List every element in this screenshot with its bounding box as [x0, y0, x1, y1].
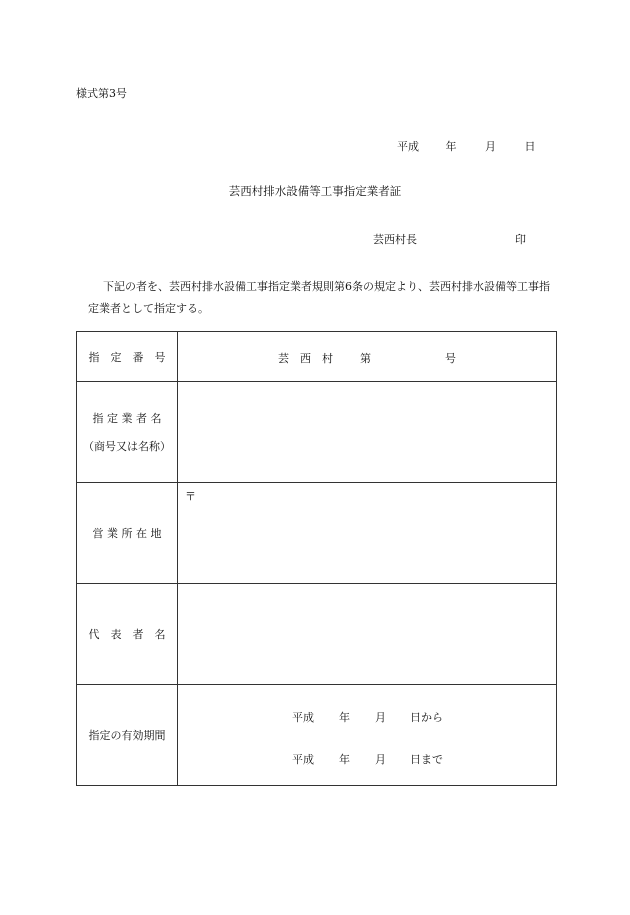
label-text: 代 表 者 名 — [88, 628, 166, 641]
date-month: 月 — [485, 140, 496, 153]
label-validity-period — [77, 685, 178, 786]
seal-mark: 印 — [515, 233, 526, 246]
label-text: 指定の有効期間 — [88, 729, 166, 742]
certification-statement: 下記の者を、芸西村排水設備工事指定業者規則第6条の規定より、芸西村排水設備等工事指定業者として指定する。 — [88, 280, 550, 315]
village-name: 芸 西 村 — [278, 352, 333, 365]
from-day: 日から — [410, 711, 443, 724]
table-row-office-address — [77, 483, 557, 584]
label-text: 指 定 番 号 — [88, 350, 166, 364]
table-row-validity-period — [77, 685, 557, 786]
date-era: 平成 — [397, 140, 419, 153]
label-subtext: （商号又は名称） — [83, 440, 171, 453]
label-text: 営 業 所 在 地 — [92, 527, 162, 540]
table-row-designation-number — [77, 332, 557, 382]
to-year: 年 — [339, 753, 350, 766]
label-designation-number — [77, 332, 178, 382]
number-prefix: 第 — [360, 352, 371, 365]
value-office-address — [178, 483, 557, 584]
label-representative — [77, 584, 178, 685]
number-suffix: 号 — [445, 352, 456, 365]
issuer-name: 芸西村長 — [373, 233, 417, 246]
issue-date — [397, 138, 536, 154]
to-day: 日まで — [410, 753, 443, 766]
from-era: 平成 — [292, 711, 314, 724]
table-row-business-name — [77, 382, 557, 483]
to-month: 月 — [375, 753, 386, 766]
label-business-name — [77, 382, 178, 483]
certificate-table — [76, 331, 557, 786]
postal-mark: 〒 — [185, 490, 196, 503]
from-year: 年 — [339, 711, 350, 724]
to-era: 平成 — [292, 753, 314, 766]
label-office-address — [77, 483, 178, 584]
table-row-representative — [77, 584, 557, 685]
date-day: 日 — [524, 140, 536, 153]
label-text: 指 定 業 者 名 — [92, 412, 162, 425]
date-year: 年 — [445, 140, 457, 153]
value-business-name — [178, 382, 557, 483]
document-title: 芸西村排水設備等工事指定業者証 — [228, 184, 402, 198]
value-validity-period — [178, 685, 557, 786]
value-designation-number — [178, 332, 557, 382]
from-month: 月 — [375, 711, 386, 724]
form-number: 様式第3号 — [76, 87, 127, 100]
value-representative — [178, 584, 557, 685]
